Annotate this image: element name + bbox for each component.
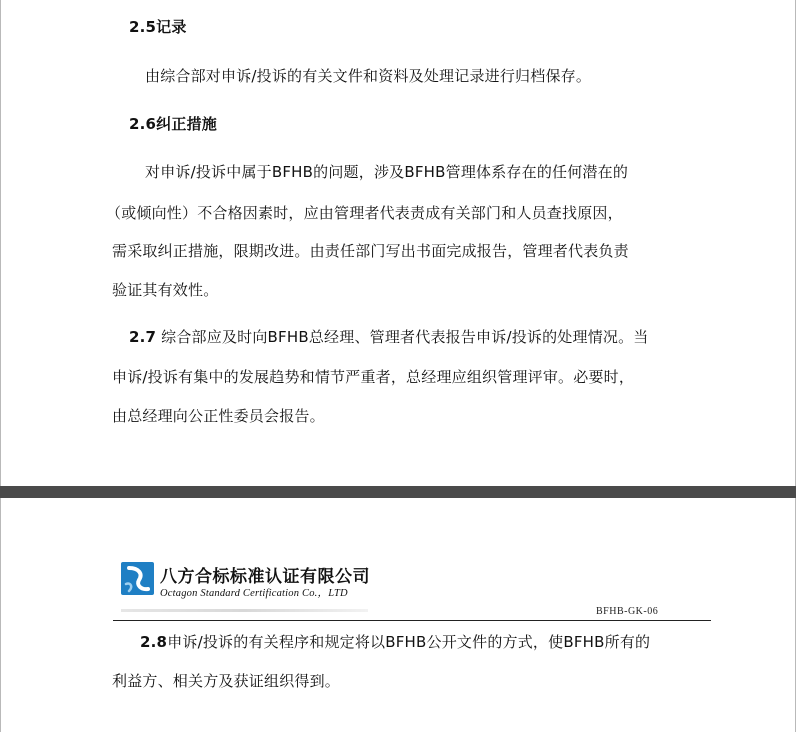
- company-name-en: Octagon Standard Certification Co.，LTD: [160, 588, 348, 599]
- section-2-7-line: 由总经理向公正性委员会报告。: [112, 407, 325, 425]
- section-2-5-heading: 2.5记录: [129, 18, 187, 36]
- section-2-8-number: 2.8: [140, 633, 168, 651]
- section-2-8-text: 申诉/投诉的有关程序和规定将以BFHB公开文件的方式，使BFHB所有的: [167, 633, 651, 651]
- section-2-6-heading: 2.6纠正措施: [129, 115, 217, 133]
- company-name-cn: 八方合标标准认证有限公司: [160, 567, 370, 587]
- company-logo-icon: [121, 562, 154, 595]
- section-2-6-line: （或倾向性）不合格因素时，应由管理者代表责成有关部门和人员查找原因，: [106, 204, 623, 222]
- section-2-8-line: 利益方、相关方及获证组织得到。: [112, 672, 341, 690]
- document-number: BFHB-GK-06: [596, 606, 659, 617]
- section-2-6-line: 对申诉/投诉中属于BFHB的问题，涉及BFHB管理体系存在的任何潜在的: [145, 163, 629, 181]
- section-2-7-text: 综合部应及时向BFHB总经理、管理者代表报告申诉/投诉的处理情况。当: [156, 328, 649, 346]
- section-2-7-line-1: [129, 326, 649, 347]
- page-border-left: [0, 0, 1, 486]
- page-gap: [0, 486, 796, 498]
- document-page-2: [0, 498, 796, 732]
- section-2-7-number: 2.7: [129, 328, 157, 346]
- header-rule: [113, 620, 711, 621]
- section-2-7-line: 申诉/投诉有集中的发展趋势和情节严重者，总经理应组织管理评审。必要时，: [112, 368, 635, 386]
- page-border-left: [0, 498, 1, 732]
- section-2-6-line: 验证其有效性。: [112, 281, 219, 299]
- logo-underline: [121, 609, 368, 612]
- section-2-6-line: 需采取纠正措施，限期改进。由责任部门写出书面完成报告，管理者代表负责: [112, 242, 629, 260]
- section-2-8-line-1: [140, 631, 650, 652]
- section-2-5-body: 由综合部对申诉/投诉的有关文件和资料及处理记录进行归档保存。: [145, 67, 592, 85]
